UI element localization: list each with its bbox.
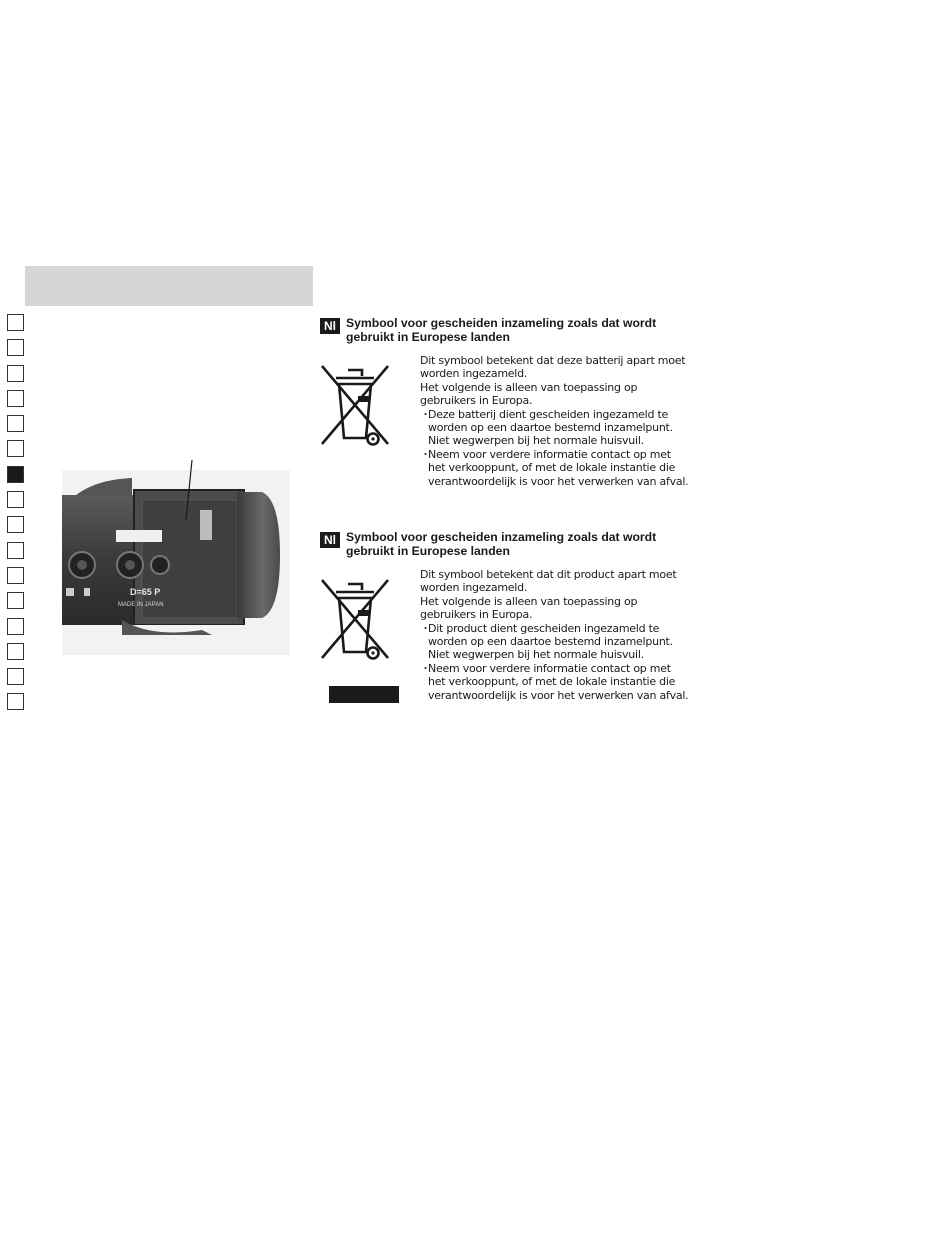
bullet-marker: ・: [420, 407, 431, 421]
language-badge: Nl: [320, 318, 340, 334]
text-line: verantwoordelijk is voor het verwerken van afval.: [428, 688, 689, 702]
section-product: [320, 530, 700, 703]
language-tab: [7, 542, 24, 559]
language-tab: [7, 643, 24, 660]
text-line: het verkooppunt, of met de lokale instantie die: [428, 461, 676, 475]
bullet-marker: ・: [420, 621, 431, 635]
text-line: verantwoordelijk is voor het verwerken van afval.: [428, 474, 689, 488]
text-line: Het volgende is alleen van toepassing op: [420, 380, 638, 394]
bullet-item: [420, 408, 688, 448]
text-line: Dit product dient gescheiden ingezameld te: [428, 621, 660, 635]
language-tab: [7, 440, 24, 457]
language-tab: [7, 390, 24, 407]
language-tab: [7, 618, 24, 635]
language-tab: [7, 314, 24, 331]
language-badge: Nl: [320, 532, 340, 548]
language-tab: [7, 668, 24, 685]
language-tab: [7, 491, 24, 508]
text-line: Neem voor verdere informatie contact op met: [428, 447, 671, 461]
section-title-line2: gebruikt in Europese landen: [346, 544, 510, 558]
text-line: gebruikers in Europa.: [420, 608, 533, 622]
text-line: gebruikers in Europa.: [420, 394, 533, 408]
bullet-item: [420, 448, 688, 488]
section-title-line1: Symbool voor gescheiden inzameling zoals dat wordt: [346, 530, 657, 544]
text-line: Het volgende is alleen van toepassing op: [420, 594, 638, 608]
language-tab-strip: [7, 314, 24, 719]
text-line: Deze batterij dient gescheiden ingezameld te: [428, 407, 669, 421]
section-title-line2: gebruikt in Europese landen: [346, 330, 510, 344]
bullet-item: [420, 622, 688, 662]
text-line: Neem voor verdere informatie contact op met: [428, 661, 671, 675]
text-line: worden ingezameld.: [420, 367, 528, 381]
product-photo: [62, 470, 290, 655]
crossed-out-wheelie-bin-icon: [320, 576, 390, 672]
section-header-bar: [25, 266, 313, 306]
language-tab: [7, 516, 24, 533]
section-battery: [320, 316, 700, 488]
text-line: Dit symbool betekent dat dit product apart moet: [420, 568, 677, 581]
bullet-marker: ・: [420, 447, 431, 461]
language-tab: [7, 466, 24, 483]
language-tab: [7, 592, 24, 609]
text-line: worden op een daartoe bestemd inzamelpunt.: [428, 635, 673, 649]
language-tab: [7, 365, 24, 382]
photo-made-in-label: MADE IN JAPAN: [118, 602, 164, 608]
text-line: Niet wegwerpen bij het normale huisvuil.: [428, 648, 644, 662]
weee-black-bar: [329, 686, 399, 703]
photo-model-label: D=65 P: [130, 587, 161, 597]
language-tab: [7, 567, 24, 584]
text-line: Dit symbool betekent dat deze batterij apart moet: [420, 354, 686, 367]
text-line: worden op een daartoe bestemd inzamelpunt.: [428, 421, 673, 435]
language-tab: [7, 415, 24, 432]
bullet-item: [420, 662, 688, 702]
crossed-out-wheelie-bin-icon: [320, 362, 390, 458]
bullet-marker: ・: [420, 661, 431, 675]
language-tab: [7, 693, 24, 710]
language-tab: [7, 339, 24, 356]
text-line: het verkooppunt, of met de lokale instantie die: [428, 675, 676, 689]
section-title-line1: Symbool voor gescheiden inzameling zoals dat wordt: [346, 316, 657, 330]
text-line: worden ingezameld.: [420, 581, 528, 595]
text-line: Niet wegwerpen bij het normale huisvuil.: [428, 434, 644, 448]
